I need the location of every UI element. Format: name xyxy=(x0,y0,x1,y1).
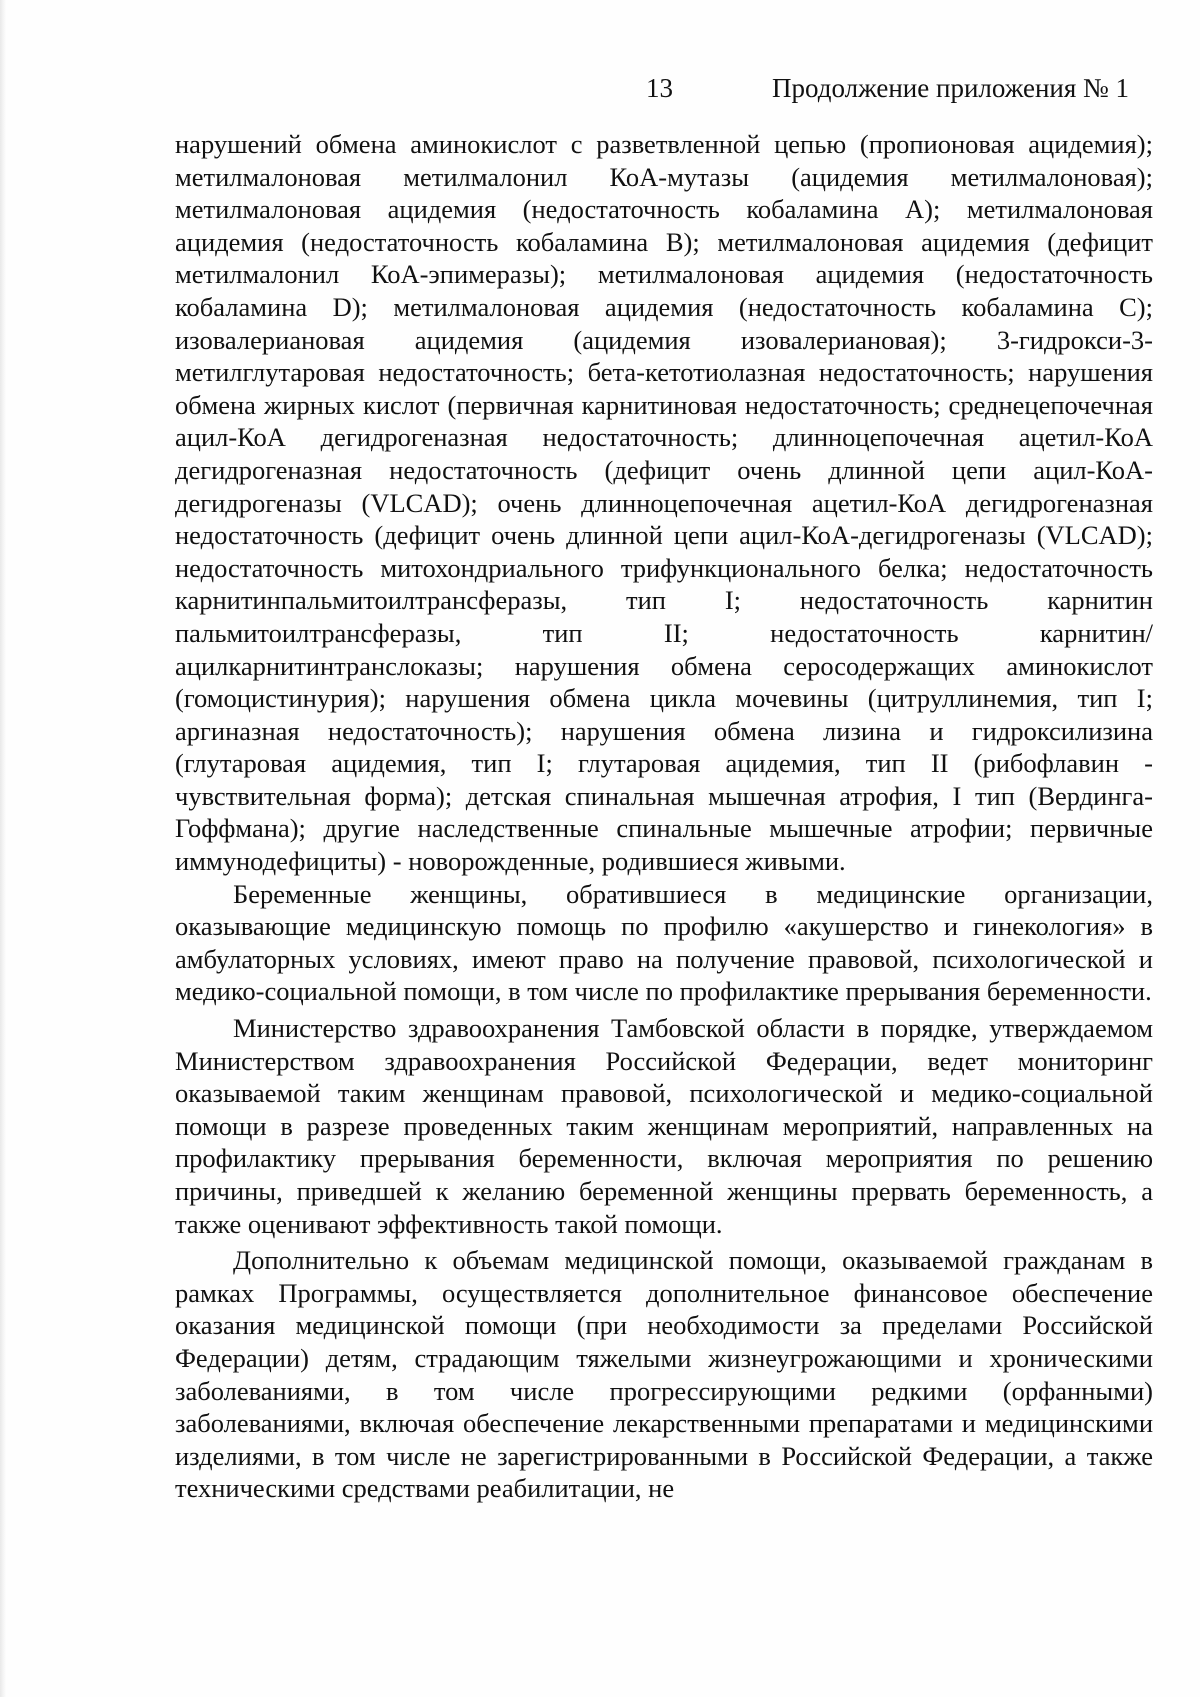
paragraph-ministry-monitoring: Министерство здравоохранения Тамбовской области в порядке, утверждаемом Министерством здравоохранения Российской Федерации, ведет мониторинг оказываемой таким женщинам правовой, психологической и медико-социальной помощи в разрезе проведенных таким женщинам мероприятий, направленных на профилактику прерывания беременности, включая мероприятия по решению причины, приведшей к желанию беременной женщины прервать беременность, а также оценивают эффективность такой помощи. xyxy=(175,1013,1153,1239)
page-number: 13 xyxy=(646,73,673,103)
paragraph-disease-list: нарушений обмена аминокислот с разветвленной цепью (пропионовая ацидемия); метилмалоновая метилмалонил КоА-мутазы (ацидемия метилмалоновая); метилмалоновая ацидемия (недостаточность кобаламина А); метилмалоновая ацидемия (недостаточность кобаламина В); метилмалоновая ацидемия (дефицит метилмалонил КоА-эпимеразы); метилмалоновая ацидемия (недостаточность кобаламина D); метилмалоновая ацидемия (недостаточность кобаламина С); изовалериановая ацидемия (ацидемия изовалериановая); 3-гидрокси-3-метилглутаровая недостаточность; бета-кетотиолазная недостаточность; нарушения обмена жирных кислот (первичная карнитиновая недостаточность; среднецепочечная ацил-КоА дегидрогеназная недостаточность; длинноцепочечная ацетил-КоА дегидрогеназная недостаточность (дефицит очень длинной цепи ацил-КоА-дегидрогеназы (VLCAD); очень длинноцепочечная ацетил-КоА дегидрогеназная недостаточность (дефицит очень длинной цепи ацил-КоА-дегидрогеназы (VLCAD); недостаточность митохондриального трифункционального белка; недостаточность карнитинпальмитоилтрансферазы, тип I; недостаточность карнитин пальмитоилтрансферазы, тип II; недостаточность карнитин/ацилкарнитинтранслоказы; нарушения обмена серосодержащих аминокислот (гомоцистинурия); нарушения обмена цикла мочевины (цитруллинемия, тип I; аргиназная недостаточность); нарушения обмена лизина и гидроксилизина (глутаровая ацидемия, тип I; глутаровая ацидемия, тип II (рибофлавин - чувствительная форма); детская спинальная мышечная атрофия, I тип (Вердинга-Гоффмана); другие наследственные спинальные мышечные атрофии; первичные иммунодефициты) - новорожденные, родившиеся живыми. xyxy=(175,129,1153,877)
paragraph-pregnant-women: Беременные женщины, обратившиеся в медицинские организации, оказывающие медицинскую помощь по профилю «акушерство и гинекология» в амбулаторных условиях, имеют право на получение правовой, психологической и медико-социальной помощи, в том числе по профилактике прерывания беременности. xyxy=(175,878,1153,1007)
scan-edge-shadow xyxy=(0,0,6,1697)
paragraph-additional-funding: Дополнительно к объемам медицинской помощи, оказываемой гражданам в рамках Программы, осуществляется дополнительное финансовое обеспечение оказания медицинской помощи (при необходимости за пределами Российской Федерации) детям, страдающим тяжелыми жизнеугрожающими и хроническими заболеваниями, в том числе прогрессирующими редкими (орфанными) заболеваниями, включая обеспечение лекарственными препаратами и медицинскими изделиями, в том числе не зарегистрированными в Российской Федерации, а также техническими средствами реабилитации, не xyxy=(175,1245,1153,1504)
continuation-label: Продолжение приложения № 1 xyxy=(772,73,1130,103)
document-body xyxy=(175,128,1153,1505)
